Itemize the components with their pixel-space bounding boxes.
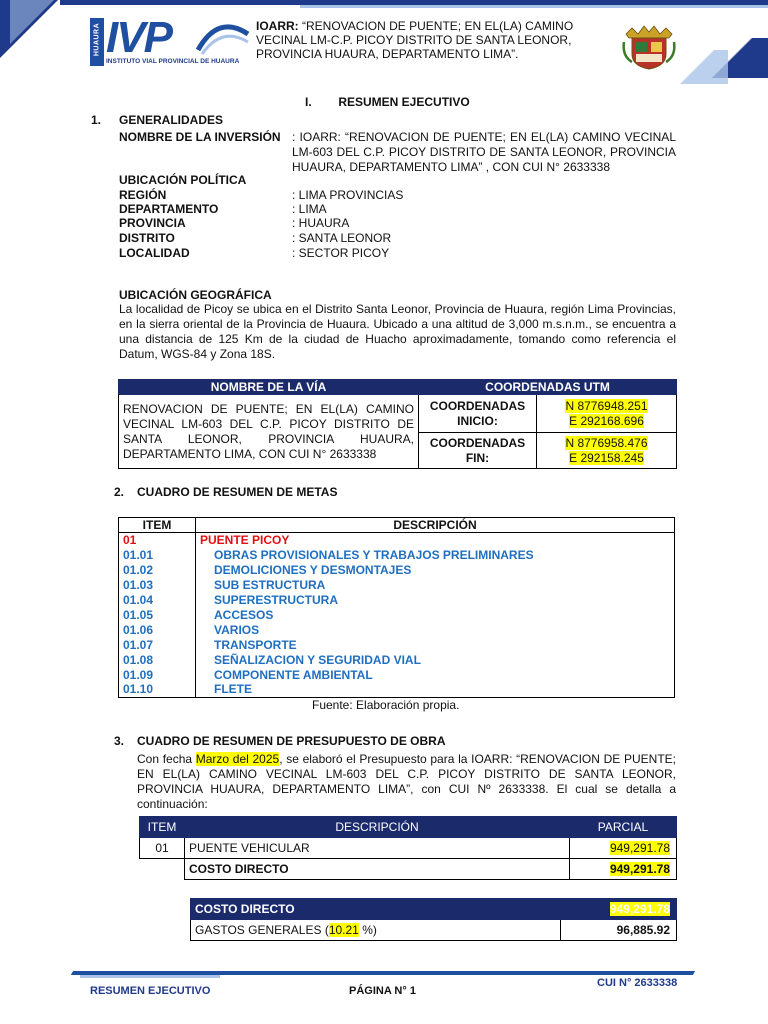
s3-paragraph-pre: Con fecha (137, 752, 196, 766)
pres-row-desc: PUENTE VEHICULAR (185, 838, 570, 859)
provincia-label: PROVINCIA (119, 216, 186, 230)
metas-desc: SUPERESTRUCTURA (196, 593, 675, 608)
gg-cd-label: COSTO DIRECTO (191, 899, 561, 920)
pres-col-item: ITEM (140, 817, 185, 838)
footer-left: RESUMEN EJECUTIVO (90, 985, 211, 997)
via-col-name: NOMBRE DE LA VÍA (119, 380, 419, 395)
metas-desc: DEMOLICIONES Y DESMONTAJES (196, 563, 675, 578)
metas-row (119, 563, 675, 578)
metas-item: 01 (119, 533, 196, 548)
logo-swoosh-icon (194, 20, 250, 56)
region-value: : LIMA PROVINCIAS (292, 188, 404, 202)
ubicacion-politica-label: UBICACIÓN POLÍTICA (119, 173, 247, 187)
logo-side-text: HUAURA (93, 22, 101, 57)
metas-col-item: ITEM (119, 518, 196, 533)
header-title-text: “RENOVACION DE PUENTE; EN EL(LA) CAMINO VECINAL LM-C.P. PICOY DISTRITO DE SANTA LEONOR, PROVINCIA HUAURA, DEPARTAMENTO LIMA”. (256, 19, 574, 61)
metas-desc: ACCESOS (196, 608, 675, 623)
metas-desc: SUB ESTRUCTURA (196, 578, 675, 593)
coord-inicio-label: COORDENADAS INICIO: (419, 395, 537, 433)
metas-row (119, 533, 675, 548)
distrito-label: DISTRITO (119, 231, 175, 245)
metas-item: 01.01 (119, 548, 196, 563)
header-title-bold: IOARR: (256, 19, 299, 33)
metas-row (119, 608, 675, 623)
coord-inicio-n: N 8776948.251 (565, 398, 648, 413)
distrito-value: : SANTA LEONOR (292, 231, 392, 245)
via-name-cell: RENOVACION DE PUENTE; EN EL(LA) CAMINO VECINAL LM-603 DEL C.P. PICOY DISTRITO DE SANTA LEONOR, PROVINCIA HUAURA, DEPARTAMENTO LIMA, CON CUI N° 2633338 (119, 395, 419, 469)
pres-col-parcial: PARCIAL (570, 817, 677, 838)
metas-row (119, 623, 675, 638)
metas-item: 01.09 (119, 668, 196, 683)
metas-item: 01.10 (119, 683, 196, 698)
coord-fin-e: E 292158.245 (569, 450, 644, 465)
metas-item: 01.02 (119, 563, 196, 578)
metas-row (119, 593, 675, 608)
gg-label-pre: GASTOS GENERALES ( (195, 923, 329, 937)
metas-row (119, 653, 675, 668)
metas-item: 01.05 (119, 608, 196, 623)
metas-desc: SEÑALIZACION Y SEGURIDAD VIAL (196, 653, 675, 668)
metas-item: 01.06 (119, 623, 196, 638)
header-title (256, 19, 624, 61)
departamento-label: DEPARTAMENTO (119, 202, 219, 216)
localidad-label: LOCALIDAD (119, 246, 190, 260)
metas-source: Fuente: Elaboración propia. (312, 698, 460, 712)
metas-row (119, 578, 675, 593)
gg-label-post: %) (358, 923, 377, 937)
s1-number: 1. (91, 113, 102, 127)
gg-cd-value-cell (561, 899, 677, 920)
presupuesto-table (139, 816, 677, 880)
s3-number: 3. (114, 734, 125, 748)
gg-cd-value: 949,291.78 (609, 902, 670, 916)
metas-col-desc: DESCRIPCIÓN (196, 518, 675, 533)
gastos-table (190, 898, 677, 941)
departamento-value: : LIMA (292, 202, 327, 216)
coord-inicio-values (537, 395, 677, 433)
s3-paragraph (137, 752, 676, 812)
geo-title: UBICACIÓN GEOGRÁFICA (119, 288, 272, 302)
metas-desc: COMPONENTE AMBIENTAL (196, 668, 675, 683)
pres-cd-empty (140, 859, 185, 880)
pres-row-item: 01 (140, 838, 185, 859)
pres-row-parcial: 949,291.78 (609, 841, 670, 855)
metas-row (119, 668, 675, 683)
coord-fin-n: N 8776958.476 (565, 435, 648, 450)
s1-title: GENERALIDADES (119, 113, 224, 127)
localidad-value: : SECTOR PICOY (292, 246, 390, 260)
logo-subtitle: INSTITUTO VIAL PROVINCIAL DE HUAURA (106, 58, 240, 65)
geo-paragraph: La localidad de Picoy se ubica en el Distrito Santa Leonor, Provincia de Huaura, región Lima Provincias, en la sierra oriental de la Provincia de Huaura. Ubicado a una altitud de 3,000 m.s.n.m., se encuentra a una distancia de 125 Km de la ciudad de Huacho aproximadamente, tomando como referencia el Datum, WGS-84 y Zona 18S. (119, 302, 676, 361)
footer-page: PÁGINA N° 1 (349, 985, 416, 997)
metas-desc: FLETE (196, 683, 675, 698)
s2-number: 2. (114, 485, 125, 499)
s3-date: Marzo del 2025 (195, 752, 280, 766)
coord-fin-values (537, 433, 677, 469)
header-decoration-left-light (10, 0, 54, 44)
s3-title: CUADRO DE RESUMEN DE PRESUPUESTO DE OBRA (137, 734, 446, 748)
metas-item: 01.07 (119, 638, 196, 653)
pres-col-desc: DESCRIPCIÓN (185, 817, 570, 838)
coord-fin-label: COORDENADAS FIN: (419, 433, 537, 469)
footer-cui: CUI N° 2633338 (597, 977, 678, 989)
metas-desc: OBRAS PROVISIONALES Y TRABAJOS PRELIMINARES (196, 548, 675, 563)
metas-row (119, 638, 675, 653)
provincia-value: : HUAURA (292, 216, 350, 230)
s3-paragraph-post: , se elaboró el Presupuesto para la IOARR: “RENOVACION DE PUENTE; EN EL(LA) CAMINO VECINAL LM-603 DEL C.P. PICOY DISTRITO DE SANTA LEONOR, PROVINCIA HUAURA, DEPARTAMENTO LIMA”, con CUI Nº 2633338. El cual se detalla a continuación: (137, 752, 676, 811)
metas-desc: TRANSPORTE (196, 638, 675, 653)
metas-desc: PUENTE PICOY (196, 533, 675, 548)
inversion-value: : IOARR: “RENOVACION DE PUENTE; EN EL(LA) CAMINO VECINAL LM-603 DEL C.P. PICOY DISTRITO DE SANTA LEONOR, PROVINCIA HUAURA, DEPARTAMENTO LIMA” , CON CUI N° 2633338 (292, 130, 676, 174)
pres-row-parcial-cell (570, 838, 677, 859)
header-decoration-right-light (668, 50, 728, 84)
coord-inicio-e: E 292168.696 (569, 413, 644, 428)
footer-line-light (80, 975, 220, 978)
via-col-coords: COORDENADAS UTM (419, 380, 677, 395)
via-table (118, 379, 677, 469)
region-label: REGIÓN (119, 188, 167, 202)
logo-side-band (90, 18, 104, 66)
metas-item: 01.08 (119, 653, 196, 668)
logo-text: IVP (106, 13, 171, 62)
metas-row (119, 548, 675, 563)
metas-desc: VARIOS (196, 623, 675, 638)
header-top-bar-light (300, 5, 768, 8)
municipal-crest-icon (622, 24, 676, 70)
gg-value: 96,885.92 (561, 920, 677, 941)
inversion-label: NOMBRE DE LA INVERSIÓN (119, 130, 281, 144)
gg-label (191, 920, 561, 941)
metas-table (118, 517, 675, 698)
pres-cd-label: COSTO DIRECTO (185, 859, 570, 880)
metas-item: 01.04 (119, 593, 196, 608)
s2-title: CUADRO DE RESUMEN DE METAS (137, 485, 338, 499)
metas-item: 01.03 (119, 578, 196, 593)
pres-cd-value-cell (570, 859, 677, 880)
ivp-logo (90, 13, 250, 68)
section-title: I. RESUMEN EJECUTIVO (305, 95, 470, 109)
metas-row (119, 683, 675, 698)
pres-cd-value: 949,291.78 (609, 862, 670, 876)
gg-pct: 10.21 (328, 923, 359, 937)
